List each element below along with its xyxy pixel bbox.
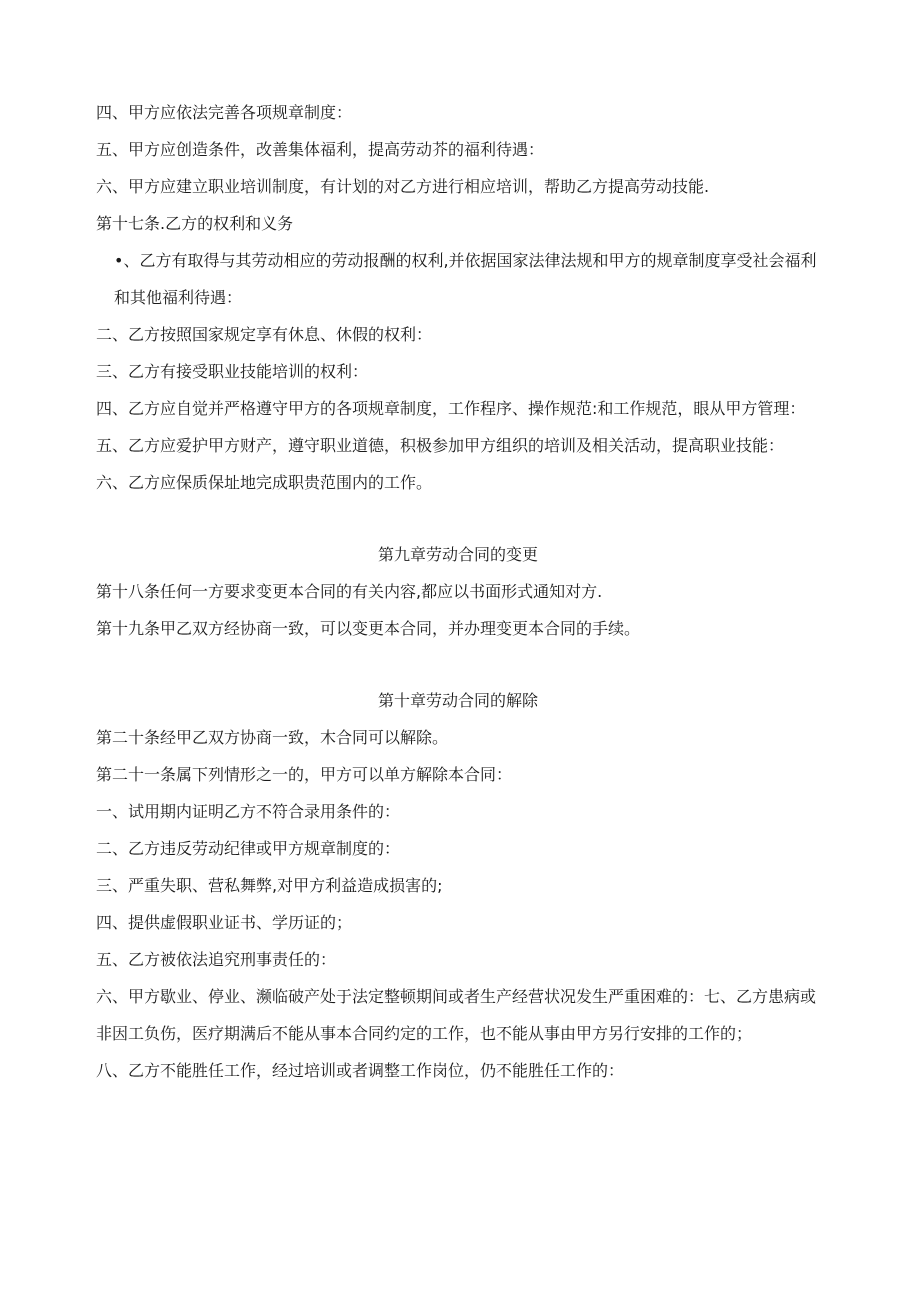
document-body [96,94,820,1089]
article-line: 第十九条甲乙双方经协商一致，可以变更本合同，并办理变更本合同的手续。 [96,619,641,638]
section-spacer [96,501,820,536]
clause-line: 二、乙方按照国家规定享有休息、休假的权利： [96,325,433,344]
section-spacer [96,647,820,682]
clause-line: 三、乙方有接受职业技能培训的权利： [96,362,369,381]
clause-line: 一、试用期内证明乙方不符合录用条件的： [96,802,401,821]
clause-line: 四、甲方应依法完善各项规章制度： [96,103,353,122]
clause-line: 六、甲方应建立职业培训制度，有计划的对乙方进行相应培训，帮助乙方提高劳动技能. [96,177,710,196]
clause-line: •、乙方有取得与其劳动相应的劳动报酬的权利,并依据国家法律法规和甲方的规章制度享受社会福利和其他福利待遇： [114,251,817,307]
clause-line: 五、乙方被依法追究刑事责任的： [96,950,337,969]
chapter-9-title: 第九章劳动合同的变更 [377,545,538,564]
clause-line: 三、严重失职、营私舞弊,对甲方利益造成损害的; [96,876,443,895]
article-line: 第二十条经甲乙双方协商一致，木合同可以解除。 [96,728,449,747]
clause-line: 五、甲方应创造条件，改善集体福利，提高劳动芥的福利待遇： [96,140,545,159]
clause-line: 二、乙方违反劳动纪律或甲方规章制度的： [96,839,401,858]
clause-line: 四、乙方应自觉并严格遵守甲方的各项规章制度，工作程序、操作规范:和工作规范，眼从甲方管理： [96,399,806,418]
clause-line: 四、提供虚假职业证书、学历证的； [96,913,353,932]
article-heading: 第十七条.乙方的权利和义务 [96,214,294,233]
clause-line: 六、甲方歇业、停业、濒临破产处于法定整顿期间或者生产经营状况发生严重困难的：七、乙方患病或非因工负伤，医疗期满后不能从事本合同约定的工作，也不能从事由甲方另行安排的工作的； [96,987,817,1043]
clause-line: 六、乙方应保质保址地完成职贵范围内的工作。 [96,473,433,492]
chapter-10-title: 第十章劳动合同的解除 [377,691,538,710]
article-line: 第十八条任何一方要求变更本合同的有关内容,都应以书面形式通知对方. [96,582,603,601]
clause-line: 五、乙方应爱护甲方财产，遵守职业道德，积极参加甲方组织的培训及相关活动，提高职业技能： [96,436,785,455]
article-line: 第二十一条属下列情形之一的，甲方可以单方解除本合同： [96,765,513,784]
clause-line: 八、乙方不能胜任工作，经过培训或者调整工作岗位，仍不能胜任工作的： [96,1061,625,1080]
